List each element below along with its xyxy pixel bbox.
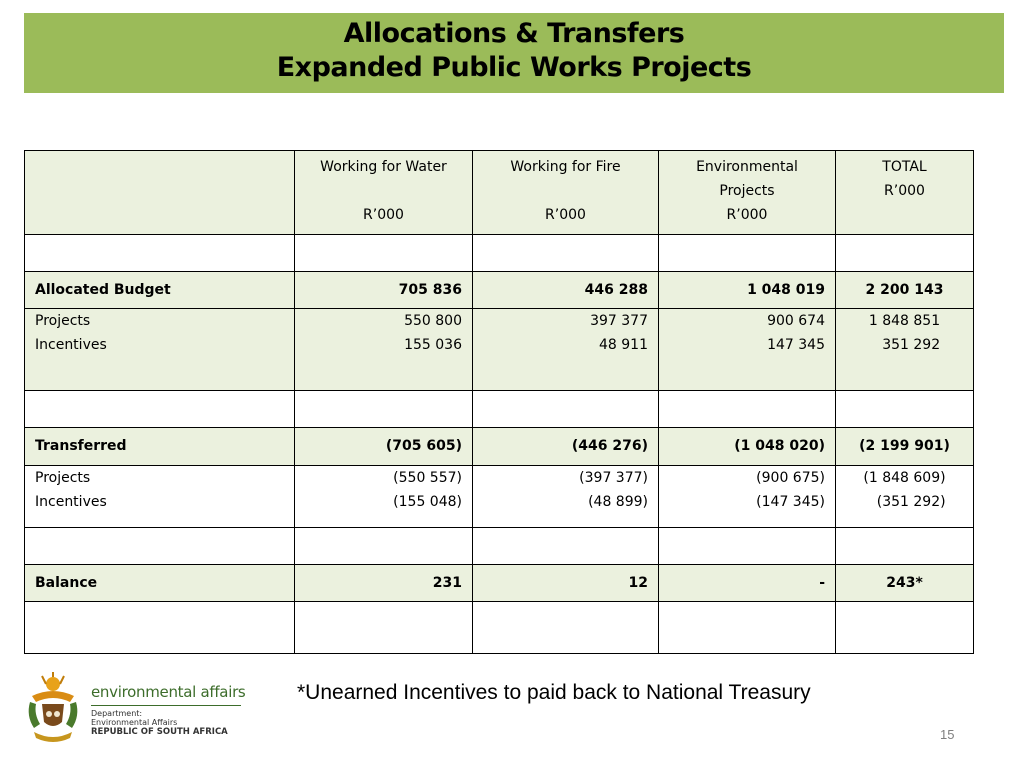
value-projects: 397 377	[590, 313, 648, 329]
header-unit: R’000	[363, 207, 404, 223]
header-empty-cell	[25, 151, 295, 235]
allocated-wfw: 705 836	[295, 272, 473, 309]
header-text: Projects	[719, 183, 775, 199]
transferred-detail-total	[836, 466, 974, 528]
allocated-detail-wfw	[295, 309, 473, 391]
header-text: Working for Fire	[510, 159, 621, 175]
value-projects: (900 675)	[756, 470, 825, 486]
value-projects: 900 674	[767, 313, 825, 329]
logo-divider	[91, 705, 241, 706]
label-projects: Projects	[35, 313, 91, 329]
allocated-total: 2 200 143	[836, 272, 974, 309]
allocated-detail-row	[25, 309, 974, 391]
column-header-total	[836, 151, 974, 235]
allocated-detail-wff	[473, 309, 659, 391]
value-incentives: (48 899)	[588, 494, 648, 510]
slide-title-line2: Expanded Public Works Projects	[276, 52, 752, 83]
header-text: TOTAL	[882, 159, 927, 175]
spacer-row	[25, 235, 974, 272]
header-text: Working for Water	[320, 159, 447, 175]
header-text: Environmental	[696, 159, 798, 175]
value-incentives: 155 036	[404, 337, 462, 353]
detail-labels	[25, 309, 295, 391]
value-projects: (397 377)	[579, 470, 648, 486]
allocated-wff: 446 288	[473, 272, 659, 309]
row-label: Allocated Budget	[25, 272, 295, 309]
value-incentives: 48 911	[599, 337, 648, 353]
footnote: *Unearned Incentives to paid back to National Treasury	[297, 681, 811, 704]
column-header-working-for-fire	[473, 151, 659, 235]
balance-wfw: 231	[295, 565, 473, 602]
transferred-wff: (446 276)	[473, 428, 659, 466]
value-projects: (550 557)	[393, 470, 462, 486]
value-incentives: (147 345)	[756, 494, 825, 510]
spacer-row	[25, 528, 974, 565]
allocated-env: 1 048 019	[659, 272, 836, 309]
transferred-detail-wff	[473, 466, 659, 528]
allocated-detail-total	[836, 309, 974, 391]
value-projects: 550 800	[404, 313, 462, 329]
value-incentives: (155 048)	[393, 494, 462, 510]
logo-dept-line2: Environmental Affairs	[91, 718, 178, 727]
label-projects: Projects	[35, 470, 91, 486]
header-unit: R’000	[726, 207, 768, 223]
transferred-detail-env	[659, 466, 836, 528]
transferred-env: (1 048 020)	[659, 428, 836, 466]
column-header-environmental-projects	[659, 151, 836, 235]
header-row	[25, 151, 974, 235]
balance-env: -	[659, 565, 836, 602]
balance-row	[25, 565, 974, 602]
transferred-row	[25, 428, 974, 466]
transferred-detail-row	[25, 466, 974, 528]
value-incentives: (351 292)	[876, 494, 946, 510]
column-header-working-for-water	[295, 151, 473, 235]
title-bar	[24, 13, 1004, 93]
allocations-table	[24, 150, 974, 654]
row-label: Transferred	[25, 428, 295, 466]
transferred-detail-wfw	[295, 466, 473, 528]
spacer-row	[25, 391, 974, 428]
balance-total: 243*	[836, 565, 974, 602]
value-projects: (1 848 609)	[863, 470, 946, 486]
allocated-detail-env	[659, 309, 836, 391]
label-incentives: Incentives	[35, 494, 107, 510]
row-label: Balance	[25, 565, 295, 602]
header-unit: R’000	[884, 183, 925, 199]
logo-country: REPUBLIC OF SOUTH AFRICA	[91, 727, 228, 737]
page-number: 15	[940, 727, 955, 742]
spacer-row	[25, 602, 974, 654]
value-incentives: 351 292	[882, 337, 941, 353]
value-projects: 1 848 851	[868, 313, 941, 329]
allocated-budget-row	[25, 272, 974, 309]
balance-wff: 12	[473, 565, 659, 602]
transferred-wfw: (705 605)	[295, 428, 473, 466]
header-unit: R’000	[545, 207, 586, 223]
coat-of-arms-icon	[24, 672, 82, 746]
logo-dept-line1: Department:	[91, 709, 143, 718]
label-incentives: Incentives	[35, 337, 107, 353]
slide-title-line1: Allocations & Transfers	[343, 18, 685, 49]
transferred-total: (2 199 901)	[836, 428, 974, 466]
value-incentives: 147 345	[767, 337, 825, 353]
logo-name: environmental affairs	[91, 683, 246, 701]
department-logo	[24, 672, 246, 746]
detail-labels	[25, 466, 295, 528]
